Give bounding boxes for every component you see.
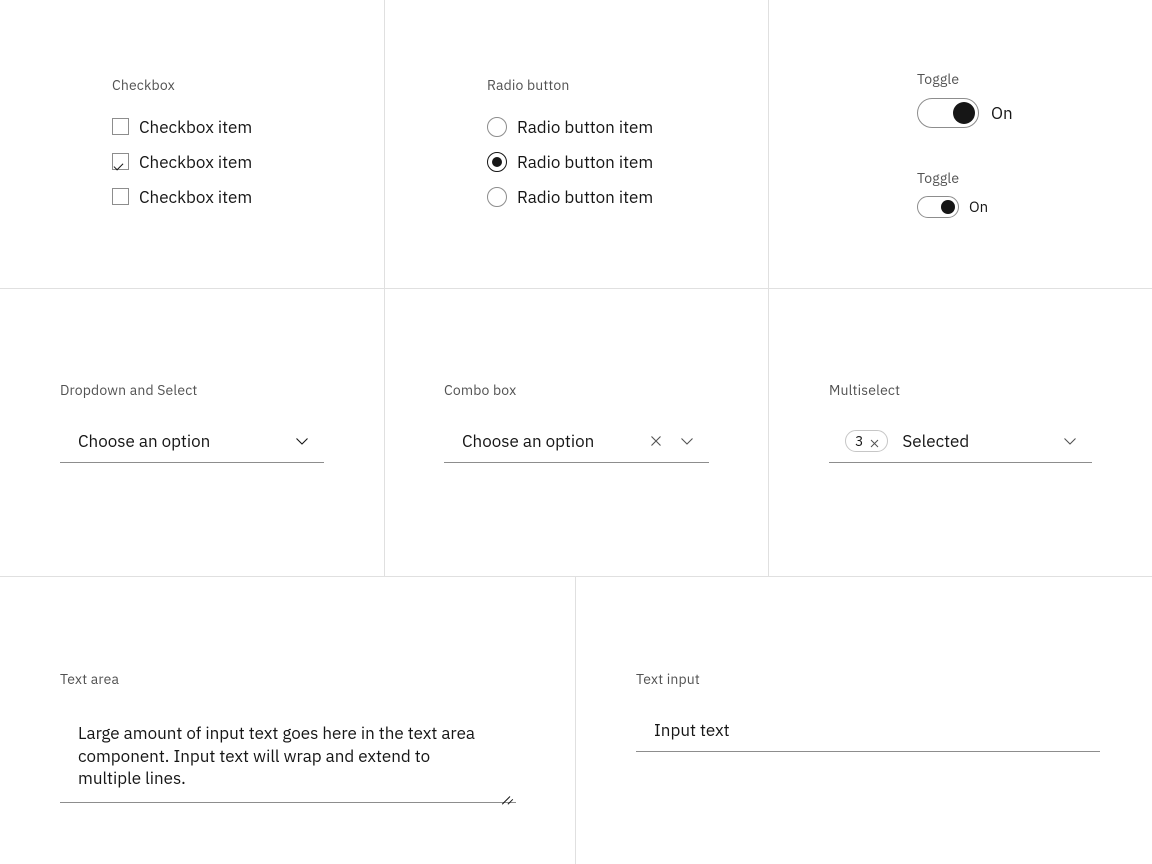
chevron-down-icon[interactable] (679, 433, 695, 449)
grid-divider-horizontal-1 (0, 288, 1152, 289)
textinput-value: Input text (654, 718, 730, 741)
toggle-large-group (917, 70, 1013, 128)
radio-button-group (487, 76, 747, 214)
checkbox-item[interactable] (112, 109, 362, 144)
radio-item-label: Radio button item (517, 150, 654, 173)
multiselect-label: Multiselect (829, 381, 901, 399)
textinput-label: Text input (636, 670, 700, 688)
textarea-field[interactable] (60, 708, 516, 803)
dropdown-label: Dropdown and Select (60, 381, 198, 399)
combobox-label: Combo box (444, 381, 517, 399)
radio-button-item[interactable] (487, 179, 747, 214)
grid-divider-vertical-3 (768, 288, 769, 576)
checkbox-group-label: Checkbox (112, 76, 175, 94)
toggle-small-label: Toggle (917, 169, 960, 187)
radio-selected-icon[interactable] (487, 152, 507, 172)
checkbox-item[interactable] (112, 144, 362, 179)
multiselect[interactable] (829, 419, 1092, 463)
multiselect-group (829, 381, 1092, 463)
combobox-group (444, 381, 709, 463)
chevron-down-icon[interactable] (294, 433, 310, 449)
grid-divider-vertical-2 (768, 0, 769, 288)
checkbox-item-label: Checkbox item (139, 185, 253, 208)
radio-unselected-icon[interactable] (487, 117, 507, 137)
multiselect-count-tag[interactable] (845, 430, 888, 452)
checkbox-unchecked-icon[interactable] (112, 188, 129, 205)
close-icon[interactable] (649, 434, 663, 448)
radio-unselected-icon[interactable] (487, 187, 507, 207)
checkbox-item[interactable] (112, 179, 362, 214)
radio-button-item[interactable] (487, 109, 747, 144)
toggle-large[interactable] (917, 98, 979, 128)
checkbox-unchecked-icon[interactable] (112, 118, 129, 135)
textarea-value: Large amount of input text goes here in the text area component. Input text will wrap and extend to multiple lines. (78, 722, 475, 789)
dropdown-group (60, 381, 324, 463)
textarea-label: Text area (60, 670, 120, 688)
combobox[interactable] (444, 419, 709, 463)
grid-divider-horizontal-2 (0, 576, 1152, 577)
chevron-down-icon[interactable] (1062, 433, 1078, 449)
textarea-group (60, 670, 516, 803)
dropdown-select[interactable] (60, 419, 324, 463)
checkbox-item-label: Checkbox item (139, 115, 253, 138)
radio-item-label: Radio button item (517, 115, 654, 138)
multiselect-value: Selected (902, 429, 970, 452)
textinput-group (636, 670, 1100, 752)
radio-item-label: Radio button item (517, 185, 654, 208)
toggle-small-group (917, 169, 988, 218)
grid-divider-vertical-4 (575, 576, 576, 864)
checkbox-item-label: Checkbox item (139, 150, 253, 173)
checkbox-group (112, 76, 362, 214)
radio-group-label: Radio button (487, 76, 570, 94)
textinput-field[interactable] (636, 708, 1100, 752)
dropdown-value: Choose an option (78, 429, 211, 452)
radio-button-item[interactable] (487, 144, 747, 179)
toggle-small[interactable] (917, 196, 959, 218)
combobox-value: Choose an option (462, 429, 595, 452)
toggle-large-label: Toggle (917, 70, 960, 88)
toggle-large-state: On (991, 102, 1013, 124)
toggle-small-state: On (969, 197, 989, 217)
multiselect-count: 3 (855, 431, 864, 450)
checkbox-checked-icon[interactable] (112, 153, 129, 170)
close-icon[interactable] (869, 435, 880, 446)
resize-handle-icon[interactable] (498, 787, 510, 799)
